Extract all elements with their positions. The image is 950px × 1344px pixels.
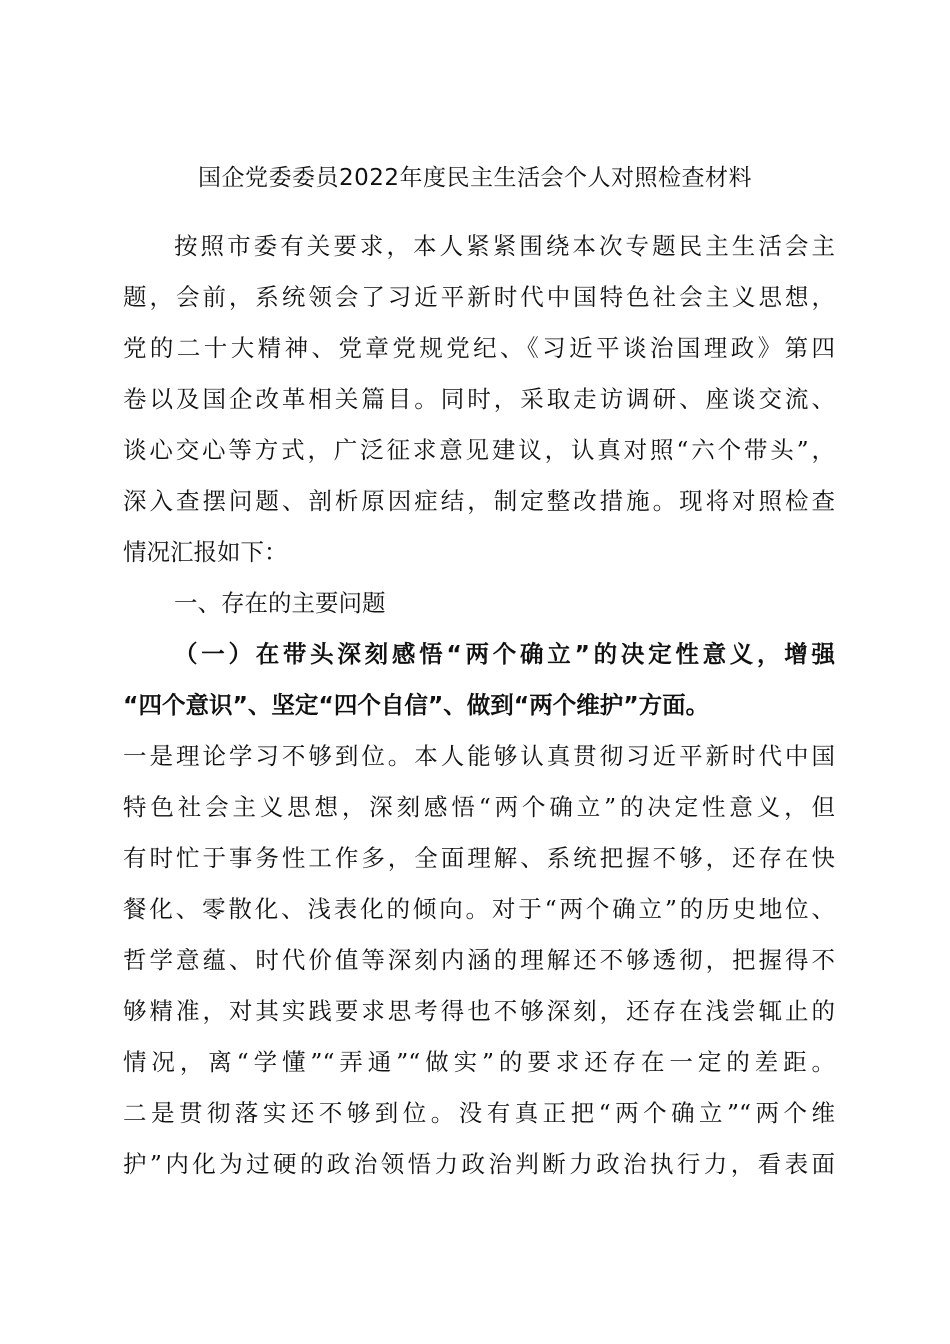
body-line: 二是贯彻落实还不够到位。没有真正把“两个确立”“两个维 <box>123 1099 835 1127</box>
intro-line: 谈心交心等方式，广泛征求意见建议，认真对照“六个带头”， <box>123 436 835 464</box>
subsection-heading-line: （一）在带头深刻感悟“两个确立”的决定性意义，增强 <box>174 640 835 668</box>
body-line: 特色社会主义思想，深刻感悟“两个确立”的决定性意义，但 <box>123 793 835 821</box>
document-title: 国企党委委员2022年度民主生活会个人对照检查材料 <box>197 165 753 191</box>
section-heading: 一、存在的主要问题 <box>174 589 386 617</box>
body-line: 够精准，对其实践要求思考得也不够深刻，还存在浅尝辄止的 <box>123 997 835 1025</box>
intro-line: 深入查摆问题、剖析原因症结，制定整改措施。现将对照检查 <box>123 487 835 515</box>
body-line: 餐化、零散化、浅表化的倾向。对于“两个确立”的历史地位、 <box>123 895 835 923</box>
body-line: 哲学意蕴、时代价值等深刻内涵的理解还不够透彻，把握得不 <box>123 946 835 974</box>
body-line: 护”内化为过硬的政治领悟力政治判断力政治执行力，看表面 <box>123 1150 835 1178</box>
intro-line: 题，会前，系统领会了习近平新时代中国特色社会主义思想， <box>123 283 835 311</box>
intro-line: 卷以及国企改革相关篇目。同时，采取走访调研、座谈交流、 <box>123 385 835 413</box>
intro-line: 情况汇报如下： <box>123 538 288 566</box>
body-line: 有时忙于事务性工作多，全面理解、系统把握不够，还存在快 <box>123 844 835 872</box>
subsection-heading-line: “四个意识”、坚定“四个自信”、做到“两个维护”方面。 <box>123 691 710 719</box>
intro-line: 按照市委有关要求，本人紧紧围绕本次专题民主生活会主 <box>174 232 835 260</box>
body-line: 情况，离“学懂”“弄通”“做实”的要求还存在一定的差距。 <box>123 1048 835 1076</box>
body-line: 一是理论学习不够到位。本人能够认真贯彻习近平新时代中国 <box>123 742 835 770</box>
intro-line: 党的二十大精神、党章党规党纪、《习近平谈治国理政》第四 <box>123 334 835 362</box>
